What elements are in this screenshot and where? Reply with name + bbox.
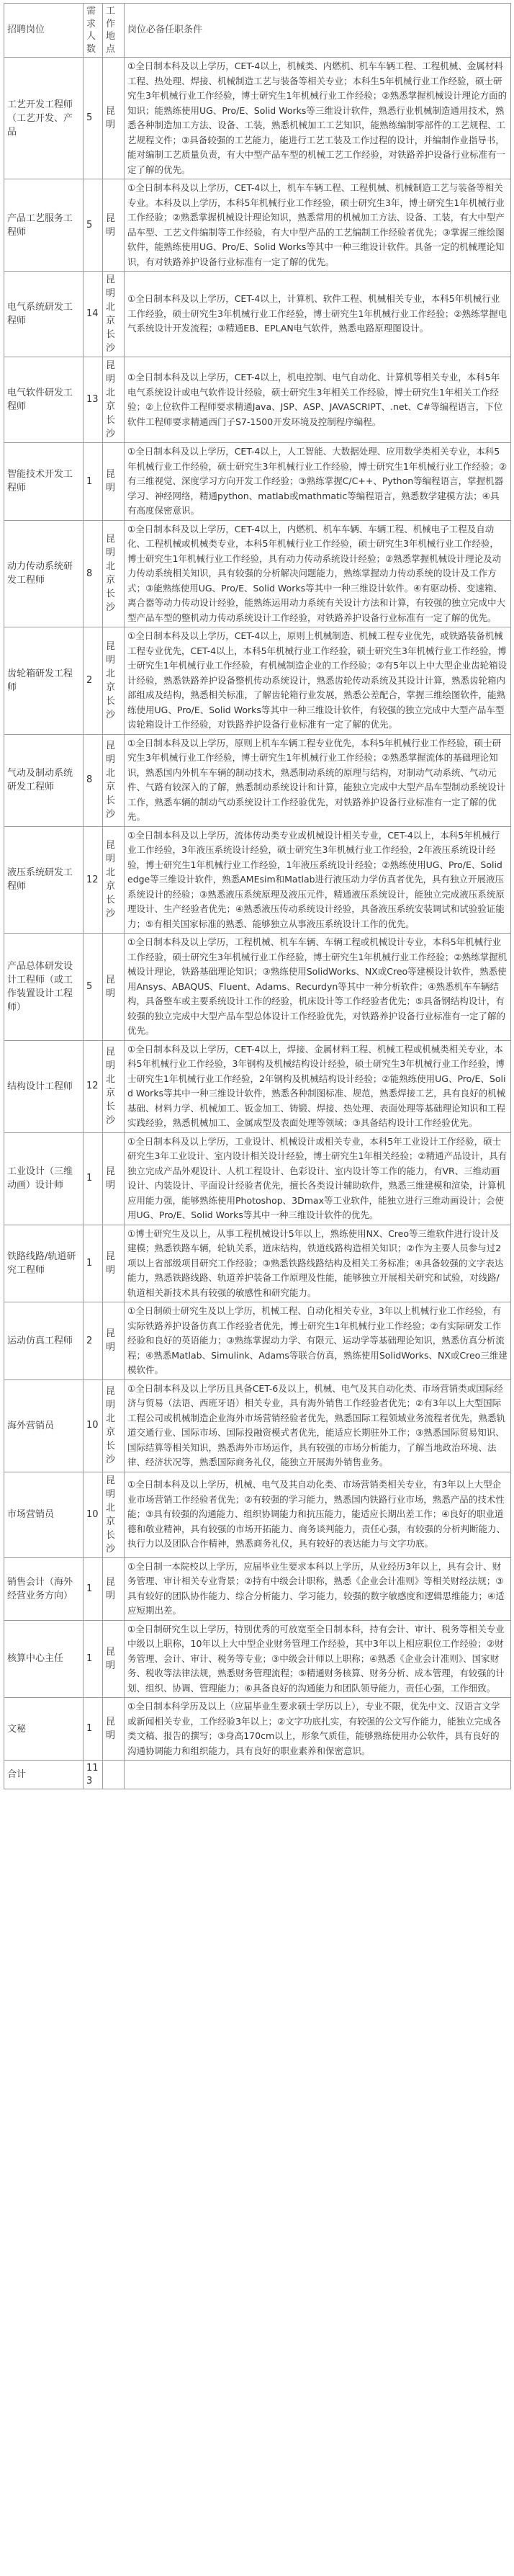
count-cell: 1 bbox=[84, 1557, 103, 1620]
total-count: 113 bbox=[84, 1761, 103, 1789]
requirements-cell: ①全日制本科及以上学历，CET-4以上，原则上机械制造、机械工程专业优先，或铁路装备机械工程专业优先，CET-4以上，本科5年机械行业工作经验，硕士研究生3年机械行业工作经验，博士研究生1年机械行业工作经验，有机械制造企业的工作经验；②有5年以上中大型企业齿轮箱设计经验，熟悉铁路养护设备整机传动系统设计，熟悉齿轮传动系统及其设计计算，熟悉齿轮箱内部组成及结构，熟悉相关标准，了解齿轮箱行业发展，熟悉公差配合，掌握三维绘图软件，能熟练使用UG、Pro/E、Solid Works等其中一种三维设计软件，有较强的独立完成中大型产品车型齿轮箱设计工作经验，对铁路养护设备行业标准有一定了解的优先。 bbox=[125, 627, 511, 735]
count-cell: 10 bbox=[84, 1472, 103, 1557]
location-cell: 昆明 bbox=[103, 1620, 125, 1698]
count-cell: 1 bbox=[84, 1620, 103, 1698]
position-cell: 工业设计（三维动画）设计师 bbox=[4, 1132, 84, 1225]
position-cell: 产品工艺服务工程师 bbox=[4, 179, 84, 272]
location-cell: 昆明 bbox=[103, 1132, 125, 1225]
count-cell: 2 bbox=[84, 627, 103, 735]
requirements-cell: ①全日制本科及以上学历，CET-4以上，焊接、金属材料工程、机械工程或机械类相关专业，本科5年机械行业工作经验，3年钢构及机械结构设计经验，硕士研究生3年机械行业工作经验，博士研究生1年机械行业工作经验，2年钢构及机械结构设计经验；②能熟练使用UG、Pro/E、Solid Works等其中一种三维设计软件，熟悉各种制图标准、规范，熟悉焊接工艺，具有良好的机械基础、材料力学、机械加工、钣金加工、铸锻、焊接、热处理、表面处理等基础理论知识和工程实践经验，熟悉机械加工、金属成型及表面处理等领域；③具备结构设计工作经验优先。 bbox=[125, 1040, 511, 1132]
location-cell: 昆明 bbox=[103, 58, 125, 179]
count-cell: 5 bbox=[84, 934, 103, 1041]
table-header-row bbox=[4, 4, 511, 58]
count-cell: 1 bbox=[84, 1225, 103, 1302]
count-cell: 5 bbox=[84, 179, 103, 272]
table-row bbox=[4, 734, 511, 826]
total-label: 合计 bbox=[4, 1761, 84, 1789]
position-cell: 工艺开发工程师（工艺开发、产品 bbox=[4, 58, 84, 179]
position-cell: 电气系统研发工程师 bbox=[4, 272, 84, 357]
count-cell: 1 bbox=[84, 1132, 103, 1225]
requirements-cell: ①全日制本科及以上学历，CET-4以上，内燃机、机车车辆、车辆工程、机械电子工程及自动化、工程机械或机械类专业，本科5年机械行业工作经验，硕士研究生3年机械行业工作经验，博士研究生1年机械行业工作经验，具有动力传动系统设计经验；②熟悉掌握机械设计理论及动力传动系统相关知识，具有较强的分析解决问题能力，熟练掌握动力传动系统的设计及工作方式；③能熟练使用UG、Pro/E、Solid Works等其中一种三维设计软件。④有驱动桥、变速箱、离合器等动力传动设计经验，能熟练运用动力系统有关设计方法和计算，有较强的独立完成中大型产品车型的整机动力传动系统设计工作经验，对铁路养护设备行业标准有一定了解的优先。 bbox=[125, 520, 511, 627]
table-row bbox=[4, 934, 511, 1041]
requirements-cell: ①全日制本科及以上学历，CET-4以上，人工智能、大数据处理、应用数学类相关专业，本科5年机械行业工作经验，硕士研究生3年机械行业工作经验，博士研究生1年机械行业工作经验；②有三维视觉、深度学习方向开发工作经验；③熟练掌握C/C++、Python等编程语言，掌握机器学习、神经网络，精通python、matlab或mathmatic等编程语言，熟悉数学建模方法；④具有高度保密意识。 bbox=[125, 443, 511, 521]
table-row bbox=[4, 1620, 511, 1698]
requirements-cell: ①全日制本科及以上学历，CET-4以上，机车车辆工程、工程机械、机械制造工艺与装备等相关专业。本科及以上学历，本科5年机械行业工作经验，硕士研究生3年，博士研究生1年机械行业工作经验；②熟悉掌握机械设计理论知识，熟悉常用的机械加工方法、设备、工装，有大中型产品车型、工艺文件编制等工作经验，有大中型产品的工艺编制工作经验者优先；③掌握三维绘图软件，能熟练使用UG、Pro/E、Solid Works等其中一种三维设计软件。具备一定的机械理论知识，有对铁路养护设备行业标准有一定了解的优先。 bbox=[125, 179, 511, 272]
position-cell: 文秘 bbox=[4, 1698, 84, 1761]
table-row bbox=[4, 1472, 511, 1557]
requirements-cell: ①全日制本科及以上学历，机械、电气及其自动化类、市场营销类相关专业，有3年以上大型企业市场营销工作经验者优先；②有较强的学习能力，熟悉国内铁路行业市场，熟悉产品的技术性能；③具有较强的沟通能力、组织协调能力和抗压能力，能适应长期出差工作；④良好的职业道德和敬业精神，具有较强的市场开拓能力、商务谈判能力，责任心强，有较强的分析判断能力、执行力以及团队合作精神，熟悉商务礼仪，具有较好的表达能力与文字功底。 bbox=[125, 1472, 511, 1557]
table-row bbox=[4, 1040, 511, 1132]
table-row bbox=[4, 443, 511, 521]
requirements-cell: ①全日制本科及以上学历，工程机械、机车车辆、车辆工程或机械设计专业，本科5年机械行业工作经验，硕士研究生3年机械行业工作经验，博士研究生1年机械行业工作经验；②熟练掌握机械设计理论，铁路基础理论知识；③熟练使用SolidWorks、NX或Creo等建模设计软件，熟悉使用Ansys、ABAQUS、Fluent、Adams、Recurdyn等其中一种分析软件；④熟悉机车车辆结构，具备整车或主要系统设计工作的经验，机床设计等工作经验者优先；⑤具备钢结构设计，有较强的独立完成中大型产品车型总体设计工作经验优先，对铁路养护设备行业标准有一定了解的优先。 bbox=[125, 934, 511, 1041]
position-cell: 齿轮箱研发工程师 bbox=[4, 627, 84, 735]
table-row bbox=[4, 1698, 511, 1761]
requirements-cell: ①全日制本科及以上学历且具备CET-6及以上，机械、电气及其自动化类、市场营销类或国际经济与贸易（法语、西班牙语）相关专业，具有海外销售工作经验者优先；②有3年以上大型国际工程公司或机械制造企业海外市场营销经验者优先，熟悉国际工程领域业务流程者优先，熟悉轨道交通行业、国际市场、国际投融资模式者优先，能适应长期驻外工作；③熟悉国际贸易知识、国际结算等相关知识，熟悉海外市场运作，具有较强的市场分析能力，了解当地政治环境、法律、经济状况等，熟悉国际商务礼仪，能独立开展海外销售业务。 bbox=[125, 1379, 511, 1472]
count-cell: 2 bbox=[84, 1302, 103, 1380]
position-cell: 液压系统研发工程师 bbox=[4, 826, 84, 934]
count-cell: 13 bbox=[84, 357, 103, 443]
table-row bbox=[4, 1379, 511, 1472]
location-cell: 昆明 北京 长沙 bbox=[103, 826, 125, 934]
table-row bbox=[4, 179, 511, 272]
requirements-cell: ①全日制本科及以上学历，流体传动类专业或机械设计相关专业，CET-4以上，本科5年机械行业工作经验，3年液压系统设计经验，硕士研究生3年机械行业工作经验，2年液压系统设计经验，博士研究生1年机械行业工作经验，1年液压系统设计经验；②熟练使用UG、Pro/E、Solidedge等三维设计软件，熟悉AMEsim和Matlab进行液压动力学仿真者优先，具有独立开展液压系统设计的经验；③熟悉液压系统原理及液压元件，精通液压系统设计，能独立完成液压系统原理设计、生产经验者优先；④熟悉液压传动系统设计经验，具备液压系统安装调试和试验验证能力；⑤有相关国家标准的熟悉、能够独立从事液压系统设计工作的优先。 bbox=[125, 826, 511, 934]
location-cell: 昆明 北京 长沙 bbox=[103, 1040, 125, 1132]
table-row bbox=[4, 627, 511, 735]
table-row bbox=[4, 58, 511, 179]
requirements-cell: ①全日制硕士研究生及以上学历，机械工程、自动化相关专业，3年以上机械行业工作经验，有实际铁路养护设备仿真工作经验者优先，博士研究生1年机械行业工作经验；②有实际研发工作经验和良好的英语能力；③熟练掌握动力学、有限元、运动学等基础理论知识，熟悉仿真分析流程；④熟悉Matlab、Simulink、Adams等联合仿真，熟练使用SolidWorks、NX或Creo三维建模软件。 bbox=[125, 1302, 511, 1380]
header-position: 招聘岗位 bbox=[4, 4, 84, 58]
position-cell: 销售会计（海外经营业务方向） bbox=[4, 1557, 84, 1620]
requirements-cell: ①博士研究生及以上，从事工程机械设计5年以上，熟练使用NX、Creo等三维软件进行设计及建模；熟悉铁路车辆，轮轨关系，道床结构，铁道线路构造相关知识；②作为主要人员参与过2项以上省部级项目研究工作经验；③熟悉铁路线路结构及相关工务标准；④具备较强的文字表达能力，熟悉铁路线路、轨道养护装备工作原理及性能，能够独立开展相关研究和试验，对线路/轨道相关新技术具有较强的敏感性和研究能力。 bbox=[125, 1225, 511, 1302]
location-cell: 昆明 bbox=[103, 1698, 125, 1761]
location-cell: 昆明 北京 长沙 bbox=[103, 1472, 125, 1557]
header-count: 需求人数 bbox=[84, 4, 103, 58]
location-cell: 昆明 bbox=[103, 179, 125, 272]
requirements-cell: ①全日制研究生以上学历，特别优秀的可放宽至全日制本科，持有会计、审计、税务等相关专业中级以上职称，10年以上大中型企业财务管理工作经验，其中3年以上相应职位工作经验；②财务管理、会计、审计、税务等专业；③中级会计师以上职称；④熟悉《企业会计准则》、国家财务、税收等法律法规，熟悉财务管理流程；⑤精通财务核算、财务分析、成本管理，有较强的计划、组织、协调、管理能力；⑥具备良好的沟通能力和团队领导能力，责任心强，工作细致。 bbox=[125, 1620, 511, 1698]
position-cell: 智能技术开发工程师 bbox=[4, 443, 84, 521]
position-cell: 气动及制动系统研发工程师 bbox=[4, 734, 84, 826]
requirements-cell: ①全日制本科及以上学历，工业设计、机械设计或相关专业，本科5年工业设计工作经验，硕士研究生3年工业设计、室内设计相关设计经验，博士研究生1年相关经验；②精通产品设计，具有独立完成产品外观设计、人机工程设计、色彩设计、室内设计等工作的能力，有VR、三维动画设计、内装设计、平面设计经验者优先，擅长各类设计辅助软件，熟悉三维建模和渲染，计算机应用能力强，能够熟练使用Photoshop、3Dmax等工业软件，能独立进行三维动画设计；会使用UG、Pro/E、Solid Works等其中一种三维设计软件的优先。 bbox=[125, 1132, 511, 1225]
header-requirements: 岗位必备任职条件 bbox=[125, 4, 511, 58]
table-row bbox=[4, 1225, 511, 1302]
position-cell: 动力传动系统研发工程师 bbox=[4, 520, 84, 627]
requirements-cell: ①全日制本科及以上学历，CET-4以上，机电控制、电气自动化、计算机等相关专业，本科5年电气系统设计或电气软件设计经验，硕士研究生3年相关工作经验，博士研究生1年相关工作经验；②上位软件工程师要求精通Java、JSP、ASP、JAVASCRIPT、.net、C#等编程语言，下位软件工程师要求精通西门子S7-1500开发环境及控制程序编程。 bbox=[125, 357, 511, 443]
location-cell: 昆明 bbox=[103, 443, 125, 521]
location-cell: 昆明 北京 长沙 bbox=[103, 1379, 125, 1472]
position-cell: 核算中心主任 bbox=[4, 1620, 84, 1698]
location-cell: 昆明 北京 长沙 bbox=[103, 357, 125, 443]
total-empty-location bbox=[103, 1761, 125, 1789]
count-cell: 10 bbox=[84, 1379, 103, 1472]
location-cell: 昆明 北京 长沙 bbox=[103, 734, 125, 826]
position-cell: 市场营销员 bbox=[4, 1472, 84, 1557]
total-empty-requirements bbox=[125, 1761, 511, 1789]
count-cell: 5 bbox=[84, 58, 103, 179]
table-row bbox=[4, 1132, 511, 1225]
count-cell: 8 bbox=[84, 520, 103, 627]
requirements-cell: ①全日制本科及以上学历，CET-4以上，机械类、内燃机、机车车辆工程、工程机械、金属材料工程、热处理、焊接、机械制造工艺与装备等相关专业；本科生5年机械行业工作经验，硕士研究生3年机械行业工作经验，博士研究生1年机械行业工作经验；②熟悉掌握机械设计理论方面的知识；能熟练使用UG、Pro/E、Solid Works等三维设计软件，熟悉行业机械制造通用技术，熟悉各种制造加工方法、设备、工装，熟悉机械加工工艺知识，能熟练编制零部件的工艺规程、工艺规程文件；③具备较强的工艺能力，能进行工艺工装及工作过程的设计，并编制作业指导书，能对编制工艺质量负责，有大中型产品车型的机械工艺工作经验，对铁路养护设备行业标准有一定了解的优先。 bbox=[125, 58, 511, 179]
position-cell: 产品总体研发设计工程师（或工作装置设计工程师） bbox=[4, 934, 84, 1041]
count-cell: 1 bbox=[84, 1698, 103, 1761]
count-cell: 1 bbox=[84, 443, 103, 521]
table-row bbox=[4, 826, 511, 934]
position-cell: 海外营销员 bbox=[4, 1379, 84, 1472]
count-cell: 14 bbox=[84, 272, 103, 357]
location-cell: 昆明 bbox=[103, 1557, 125, 1620]
location-cell: 昆明 bbox=[103, 1302, 125, 1380]
table-row bbox=[4, 1302, 511, 1380]
position-cell: 运动仿真工程师 bbox=[4, 1302, 84, 1380]
table-row bbox=[4, 357, 511, 443]
location-cell: 昆明 bbox=[103, 934, 125, 1041]
requirements-cell: ①全日制本科及以上学历，CET-4以上，计算机、软件工程、机械相关专业，本科5年机械行业工作经验，硕士研究生3年机械行业工作经验，博士研究生1年机械行业工作经验；②熟练掌握电气系统设计开发流程；③精通EB、EPLAN电气软件，熟悉电路原理图设计。 bbox=[125, 272, 511, 357]
recruitment-table bbox=[4, 3, 511, 1789]
table-body bbox=[4, 58, 511, 1789]
count-cell: 12 bbox=[84, 1040, 103, 1132]
position-cell: 结构设计工程师 bbox=[4, 1040, 84, 1132]
requirements-cell: ①全日制一本院校以上学历，应届毕业生要求本科以上学历，从业经历3年以上，具有会计、财务管理、审计相关专业背景；②持有中级会计职称，熟悉《企业会计准则》等相关财经法规；③具有较好的团队协作能力、综合分析能力、学习能力，较强的数字敏感度和逻辑思维能力；④适应短期出差。 bbox=[125, 1557, 511, 1620]
location-cell: 昆明 北京 长沙 bbox=[103, 272, 125, 357]
position-cell: 电气软件研发工程师 bbox=[4, 357, 84, 443]
count-cell: 12 bbox=[84, 826, 103, 934]
position-cell: 铁路线路/轨道研究工程师 bbox=[4, 1225, 84, 1302]
table-row bbox=[4, 1557, 511, 1620]
header-location: 工作地点 bbox=[103, 4, 125, 58]
location-cell: 昆明 bbox=[103, 1225, 125, 1302]
table-row bbox=[4, 520, 511, 627]
table-row bbox=[4, 272, 511, 357]
requirements-cell: ①全日制本科学历及以上（应届毕业生要求硕士学历以上），专业不限，优先中文、汉语言文学或新闻相关专业，工作经验3年以上；②文字功底扎实，有较强的公文写作能力，能独立完成各类文稿、报告的撰写；③身高170cm以上，形象气质佳，能够熟练使用办公软件，具有良好的沟通协调能力和组织能力，具有良好的职业素养和保密意识。 bbox=[125, 1698, 511, 1761]
location-cell: 昆明 北京 长沙 bbox=[103, 627, 125, 735]
count-cell: 8 bbox=[84, 734, 103, 826]
total-row bbox=[4, 1761, 511, 1789]
location-cell: 昆明 北京 长沙 bbox=[103, 520, 125, 627]
requirements-cell: ①全日制本科及以上学历，原则上机车车辆工程专业优先，本科5年机械行业工作经验，硕士研究生3年机械行业工作经验，博士研究生1年机械行业工作经验；②熟悉掌握流体的基础理论知识，熟悉国内外机车车辆的制动技术，熟悉制动系统的原理与结构，对制动气动系统、气动元件、气路有较深入的了解，熟悉制动系统设计和计算，能独立完成中大型产品车型制动系统设计工作，熟悉车辆的制动气动系统设计工作经验优先，对铁路养护设备行业标准有一定了解的优先。 bbox=[125, 734, 511, 826]
